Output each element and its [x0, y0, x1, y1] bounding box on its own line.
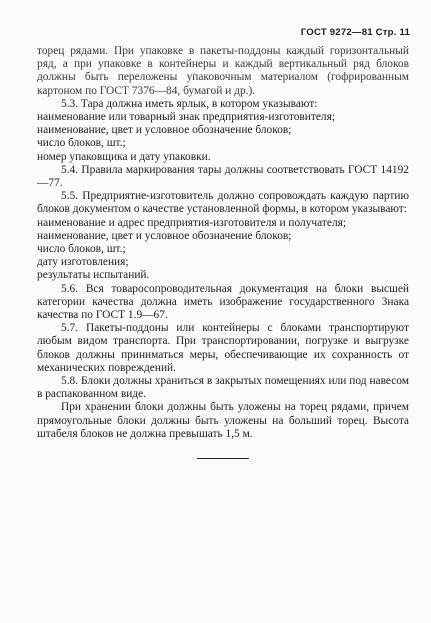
paragraph-storage: При хранении блоки должны быть уложены на торец рядами, причем прямоугольные блоки должны быть уложены на больший торец. Высота штабеля блоков не должна превышать 1,5 м. [37, 401, 409, 440]
list-item: наименование и адрес предприятия-изготовителя и получателя; [37, 216, 347, 229]
paragraph-5-5: 5.5. Предприятие-изготовитель должно сопровождать каждую партию блоков документом о качестве установленной формы, в котором указывают: [37, 190, 409, 216]
list-item: число блоков, шт.; [37, 137, 126, 150]
paragraph-5-7: 5.7. Пакеты-поддоны или контейнеры с блоками транспортируют любым видом транспорта. При транспортировании, погрузке и выгрузке блоков должны приниматься меры, обеспечивающие их сохранность от механических повреждений. [37, 322, 409, 374]
end-rule [197, 458, 249, 459]
list-item: результаты испытаний. [37, 269, 150, 282]
list-item: дату изготовления; [37, 256, 129, 269]
paragraph-continuation: торец рядами. При упаковке в пакеты-поддоны каждый горизонтальный ряд, а при упаковке в контейнеры и каждый вертикальный ряд блоков должны быть переложены упаковочным материалом (гофрированным картоном по ГОСТ 7376—84, бумагой и др.). [37, 45, 409, 97]
paragraph-5-3: 5.3. Тара должна иметь ярлык, в котором указывают: [61, 97, 318, 110]
list-item: наименование или товарный знак предприятия-изготовителя; [37, 111, 336, 124]
list-item: номер упаковщика и дату упаковки. [37, 150, 211, 163]
paragraph-5-6: 5.6. Вся товаросопроводительная документация на блоки высшей категории качества должна иметь изображение государственного Знака качества по ГОСТ 1.9—67. [37, 282, 409, 322]
list-item: наименование, цвет и условное обозначение блоков; [37, 229, 292, 242]
list-item: наименование, цвет и условное обозначение блоков; [37, 124, 292, 137]
document-body [37, 45, 409, 441]
paragraph-5-8: 5.8. Блоки должны храниться в закрытых помещениях или под навесом в распакованном виде. [37, 375, 409, 401]
paragraph-5-4: 5.4. Правила маркирования тары должны соответствовать ГОСТ 14192—77. [37, 163, 409, 190]
page-header: ГОСТ 9272—81 Стр. 11 [300, 27, 410, 38]
list-item: число блоков, шт.; [37, 243, 126, 256]
